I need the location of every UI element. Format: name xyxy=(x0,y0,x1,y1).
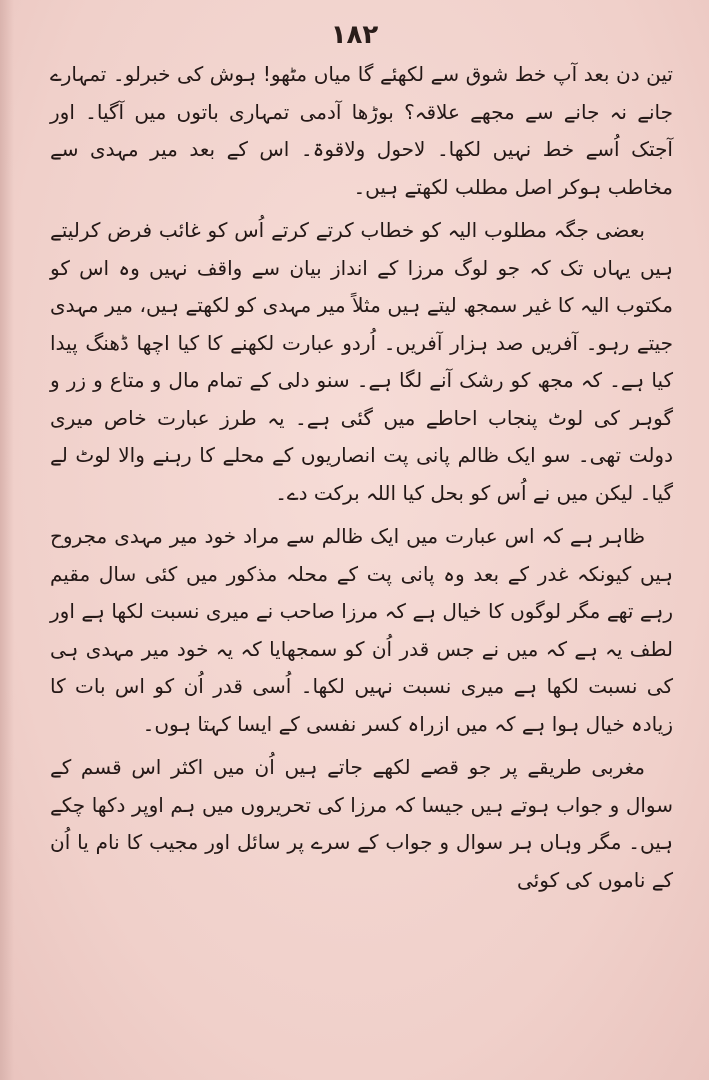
paragraph: ظاہر ہے کہ اس عبارت میں ایک ظالم سے مراد خود میر مہدی مجروح ہیں کیونکہ غدر کے بعد وہ پانی پت کے محلہ مذکور میں کئی سال مقیم رہے تھے مگر لوگوں کا خیال ہے کہ مرزا صاحب نے میری نسبت لکھا ہے اور لطف یہ ہے کہ میں نے جس قدر اُن کو سمجھایا کہ یہ خود میر مہدی ہی کی نسبت لکھا ہے میری نسبت نہیں لکھا۔ اُسی قدر اُن کو اس بات کا زیادہ خیال ہوا ہے کہ میں ازراہ کسر نفسی کے ایسا کہتا ہوں۔ xyxy=(50,524,673,736)
paragraph: تین دن بعد آپ خط شوق سے لکھئے گا میاں مٹھو! ہوش کی خبرلو۔ تمہارے جانے نہ جانے سے مجھے علاقہ؟ بوڑھا آدمی تمہاری باتوں میں آگیا۔ اور آجتک اُسے خط نہیں لکھا۔ لاحول ولاقوۃ۔ اس کے بعد میر مہدی سے مخاطب ہوکر اصل مطلب لکھتے ہیں۔ xyxy=(50,62,673,199)
paragraph: بعضی جگہ مطلوب الیہ کو خطاب کرتے کرتے اُس کو غائب فرض کرلیتے ہیں یہاں تک کہ جو لوگ مرزا کے انداز بیان سے واقف نہیں وہ اس کو مکتوب الیہ کا غیر سمجھ لیتے ہیں مثلاً میر مہدی کو لکھتے ہیں، میر مہدی جیتے رہو۔ آفریں صد ہزار آفریں۔ اُردو عبارت لکھنے کا کیا اچھا ڈھنگ پیدا کیا ہے۔ کہ مجھ کو رشک آنے لگا ہے۔ سنو دلی کے تمام مال و متاع و زر و گوہر کی لوٹ پنجاب احاطے میں گئی ہے۔ یہ طرز عبارت خاص میری دولت تھی۔ سو ایک ظالم پانی پت انصاریوں کے محلے کا رہنے والا لوٹ لے گیا۔ لیکن میں نے اُس کو بحل کیا اللہ برکت دے۔ xyxy=(50,218,673,505)
paragraph: مغربی طریقے پر جو قصے لکھے جاتے ہیں اُن میں اکثر اس قسم کے سوال و جواب ہوتے ہیں جیسا کہ مرزا کی تحریروں میں ہم اوپر دکھا چکے ہیں۔ مگر وہاں ہر سوال و جواب کے سرے پر سائل اور مجیب کا نام یا اُن کے ناموں کی کوئی xyxy=(50,755,673,892)
page-body xyxy=(50,56,673,905)
page-number: ۱۸۲ xyxy=(330,20,379,50)
